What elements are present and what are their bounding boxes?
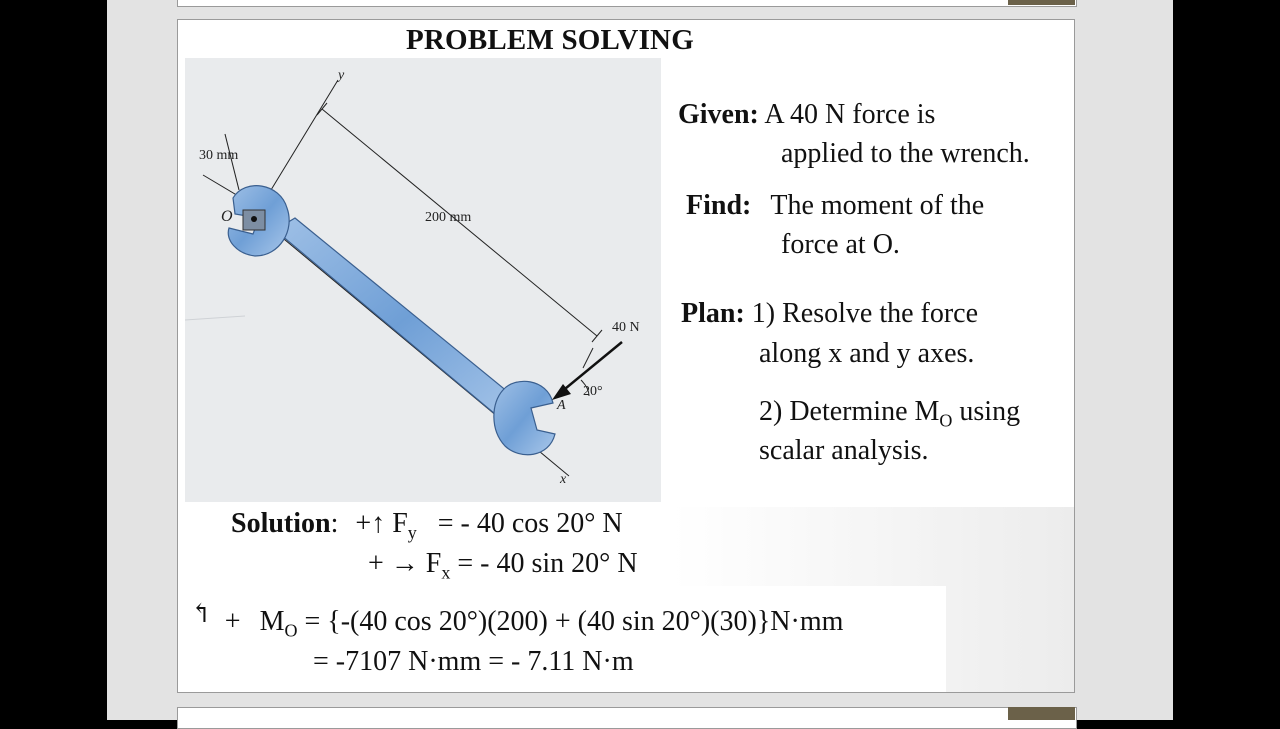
wrench-figure: [185, 58, 661, 502]
solution-result-line: = -7107 N·mm = - 7.11 N·m: [313, 646, 634, 677]
slide: [177, 19, 1075, 693]
find-block: [686, 186, 1075, 226]
up-arrow-icon: ↑: [371, 508, 386, 539]
next-slide-accent: [1008, 707, 1075, 720]
slide-viewer: [107, 0, 1173, 720]
find-line1: The moment of the: [770, 190, 985, 221]
x-axis-label: x: [560, 472, 567, 487]
given-block: [678, 95, 1073, 135]
plan-step2-line1: 2) Determine $M_O$ using: [759, 396, 1021, 431]
solution-mo-line: ↰ + $M_O = \{-(40$ cos 20°)(200) + (40 sin 20°)(30)}N·mm: [190, 599, 844, 641]
find-label: Find:: [686, 190, 752, 221]
given-label: Given:: [678, 99, 759, 130]
offset-label: 30 mm: [199, 148, 239, 163]
slide-title: PROBLEM SOLVING: [406, 24, 694, 56]
origin-point: [251, 216, 257, 222]
solution-fx-line: + → $F_x$ = - 40 sin 20° N: [368, 548, 638, 583]
given-line1: A 40 N force is: [764, 99, 936, 130]
plan-block: [681, 294, 1071, 334]
plan-step1-line1: 1) Resolve the force: [751, 298, 979, 329]
right-arrow-icon: →: [390, 548, 419, 579]
y-axis-label: y: [338, 68, 345, 83]
solution-fy-line: Solution: +↑ $F_y$ = - 40 cos 20° N: [231, 508, 623, 543]
previous-slide-accent: [1008, 0, 1075, 5]
plan-label: Plan:: [681, 298, 745, 329]
plan-step2-line2: scalar analysis.: [759, 435, 929, 466]
angle-label: 20°: [583, 384, 603, 399]
length-label: 200 mm: [425, 210, 472, 225]
force-label: 40 N: [612, 320, 640, 335]
wrench-right-head: [494, 381, 555, 454]
wrench-diagram: [185, 58, 661, 502]
next-slide-edge[interactable]: [177, 707, 1077, 729]
point-label: A: [557, 398, 566, 413]
plan-step1-line2: along x and y axes.: [759, 338, 975, 369]
previous-slide-edge[interactable]: [177, 0, 1077, 7]
ccw-rotation-icon: ↰: [190, 599, 212, 628]
find-line2: force at O.: [781, 229, 900, 260]
origin-label: O: [221, 208, 233, 225]
solution-label: Solution: [231, 508, 331, 539]
given-line2: applied to the wrench.: [781, 138, 1030, 169]
